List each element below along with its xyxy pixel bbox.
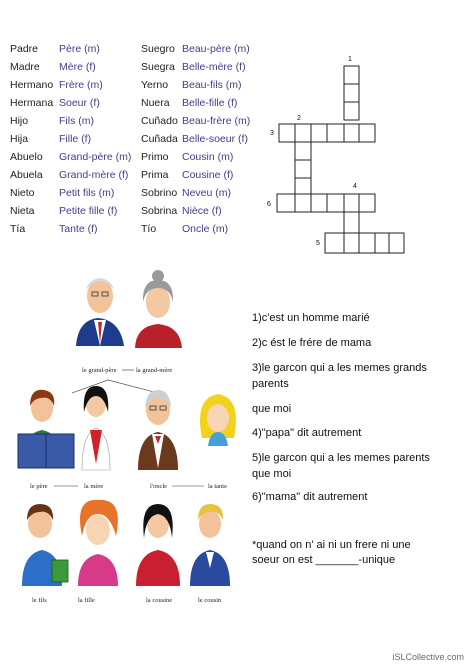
vocab-french: Père (m) bbox=[59, 43, 100, 55]
vocab-spanish: Tía bbox=[10, 223, 26, 235]
footer-watermark: iSLCollective.com bbox=[392, 652, 464, 662]
vocab-spanish: Suegro bbox=[141, 43, 175, 55]
vocab-row bbox=[10, 115, 260, 133]
cw-cell[interactable] bbox=[389, 233, 404, 253]
vocabulary-table bbox=[10, 43, 260, 241]
cw-cell[interactable] bbox=[359, 194, 375, 212]
cw-cell[interactable] bbox=[344, 66, 359, 84]
vocab-french: Nièce (f) bbox=[182, 205, 222, 217]
cw-cell[interactable] bbox=[327, 194, 344, 212]
vocab-spanish: Sobrina bbox=[141, 205, 178, 217]
vocab-french: Oncle (m) bbox=[182, 223, 229, 235]
vocab-french: Petite fille (f) bbox=[59, 205, 118, 217]
cw-number-3: 3 bbox=[270, 130, 274, 137]
clue-2: 2)c ést le frére de mama bbox=[252, 337, 372, 349]
vocab-row bbox=[10, 187, 260, 205]
cw-cell[interactable] bbox=[359, 233, 375, 253]
cw-cell[interactable] bbox=[344, 124, 359, 142]
cw-number-4: 4 bbox=[353, 183, 357, 190]
family-illustration bbox=[12, 268, 240, 613]
vocab-french: Mère (f) bbox=[59, 61, 96, 73]
vocab-french: Beau-frère (m) bbox=[182, 115, 251, 127]
cw-cell[interactable] bbox=[344, 194, 359, 212]
vocab-french: Grand-mère (f) bbox=[59, 169, 129, 181]
aunt-figure bbox=[200, 394, 236, 446]
label-grandpere: le grand-père bbox=[82, 367, 117, 374]
vocab-spanish: Hijo bbox=[10, 115, 29, 127]
clue-3-cont: parents bbox=[252, 378, 289, 390]
cw-cell[interactable] bbox=[277, 194, 295, 212]
vocab-row bbox=[10, 79, 260, 97]
vocab-french: Grand-père (m) bbox=[59, 151, 132, 163]
clue-6: 6)"mama" dit autrement bbox=[252, 491, 368, 503]
vocab-row bbox=[10, 205, 260, 223]
daughter-figure bbox=[78, 500, 118, 586]
vocab-spanish: Primo bbox=[141, 151, 169, 163]
father-figure bbox=[18, 390, 74, 468]
vocab-spanish: Cuñado bbox=[141, 115, 178, 127]
clue-5-cont: que moi bbox=[252, 468, 292, 480]
cw-number-2: 2 bbox=[297, 115, 301, 122]
vocab-row bbox=[10, 223, 260, 241]
vocab-french: Soeur (f) bbox=[59, 97, 100, 109]
cw-cell[interactable] bbox=[327, 124, 344, 142]
cw-number-5: 5 bbox=[316, 240, 320, 247]
vocab-row bbox=[10, 133, 260, 151]
cw-cell[interactable] bbox=[375, 233, 389, 253]
vocab-spanish: Sobrino bbox=[141, 187, 178, 199]
male-cousin-figure bbox=[190, 504, 230, 586]
cw-cell[interactable] bbox=[311, 124, 327, 142]
mother-figure bbox=[82, 386, 110, 470]
cw-cell[interactable] bbox=[295, 160, 311, 178]
vocab-spanish: Suegra bbox=[141, 61, 175, 73]
cw-number-6: 6 bbox=[267, 201, 271, 208]
vocab-french: Belle-soeur (f) bbox=[182, 133, 248, 145]
cw-cell[interactable] bbox=[344, 212, 359, 233]
grandmother-figure bbox=[135, 270, 182, 348]
vocab-french: Fille (f) bbox=[59, 133, 92, 145]
vocab-french: Cousin (m) bbox=[182, 151, 234, 163]
grandfather-figure bbox=[76, 278, 124, 346]
vocab-spanish: Prima bbox=[141, 169, 169, 181]
vocab-row bbox=[10, 61, 260, 79]
label-fils: le fils bbox=[32, 597, 47, 604]
cw-cell[interactable] bbox=[311, 194, 327, 212]
note-line-2: soeur on est _______-unique bbox=[252, 554, 396, 566]
cw-cell[interactable] bbox=[295, 178, 311, 194]
clue-5: 5)le garcon qui a les memes parents bbox=[252, 452, 430, 464]
clue-3-end: que moi bbox=[252, 403, 292, 415]
family-cartoons bbox=[12, 268, 240, 613]
label-pere: le père bbox=[30, 483, 48, 490]
cw-cell[interactable] bbox=[295, 124, 311, 142]
vocab-spanish: Nieta bbox=[10, 205, 35, 217]
cw-number-1: 1 bbox=[348, 56, 352, 63]
son-figure bbox=[22, 504, 68, 586]
label-cousin: le cousin bbox=[198, 597, 222, 604]
vocab-french: Tante (f) bbox=[59, 223, 98, 235]
vocab-spanish: Abuela bbox=[10, 169, 43, 181]
vocab-french: Cousine (f) bbox=[182, 169, 234, 181]
vocab-french: Frère (m) bbox=[59, 79, 103, 91]
vocab-spanish: Cuñada bbox=[141, 133, 178, 145]
vocab-french: Belle-fille (f) bbox=[182, 97, 238, 109]
cw-cell[interactable] bbox=[325, 233, 344, 253]
vocab-french: Belle-mère (f) bbox=[182, 61, 246, 73]
vocab-spanish: Nieto bbox=[10, 187, 35, 199]
vocab-row bbox=[10, 43, 260, 61]
cw-cell[interactable] bbox=[279, 124, 295, 142]
vocab-row bbox=[10, 151, 260, 169]
vocab-spanish: Tío bbox=[141, 223, 157, 235]
vocab-row bbox=[10, 169, 260, 187]
vocab-spanish: Hija bbox=[10, 133, 29, 145]
vocab-row bbox=[10, 97, 260, 115]
cw-cell[interactable] bbox=[344, 233, 359, 253]
vocab-french: Beau-fils (m) bbox=[182, 79, 242, 91]
female-cousin-figure bbox=[136, 504, 180, 586]
vocab-spanish: Hermano bbox=[10, 79, 54, 91]
clue-4: 4)"papa" dit autrement bbox=[252, 427, 362, 439]
vocab-spanish: Abuelo bbox=[10, 151, 43, 163]
vocab-spanish: Yerno bbox=[141, 79, 169, 91]
vocab-spanish: Padre bbox=[10, 43, 39, 55]
vocab-french: Fils (m) bbox=[59, 115, 94, 127]
label-oncle: l'oncle bbox=[150, 483, 168, 490]
note-line-1: *quand on n' ai ni un frere ni une bbox=[252, 539, 411, 551]
vocab-spanish: Hermana bbox=[10, 97, 54, 109]
cw-cell[interactable] bbox=[295, 194, 311, 212]
cw-cell[interactable] bbox=[344, 84, 359, 102]
vocab-spanish: Madre bbox=[10, 61, 40, 73]
cw-cell[interactable] bbox=[344, 102, 359, 120]
vocab-spanish: Nuera bbox=[141, 97, 170, 109]
cw-cell[interactable] bbox=[295, 142, 311, 160]
label-cousine: la cousine bbox=[146, 597, 173, 604]
label-fille: la fille bbox=[78, 597, 95, 604]
label-tante: la tante bbox=[208, 483, 227, 490]
label-mere: la mère bbox=[84, 483, 104, 490]
note-text bbox=[252, 538, 467, 568]
cw-cell[interactable] bbox=[359, 124, 375, 142]
uncle-figure bbox=[138, 390, 178, 470]
clue-3: 3)le garcon qui a les memes grands bbox=[252, 362, 427, 374]
vocab-french: Beau-père (m) bbox=[182, 43, 250, 55]
clue-1: 1)c'est un homme marié bbox=[252, 312, 370, 324]
vocab-french: Petit fils (m) bbox=[59, 187, 115, 199]
label-grandmere: la grand-mère bbox=[136, 367, 173, 374]
vocab-french: Neveu (m) bbox=[182, 187, 232, 199]
